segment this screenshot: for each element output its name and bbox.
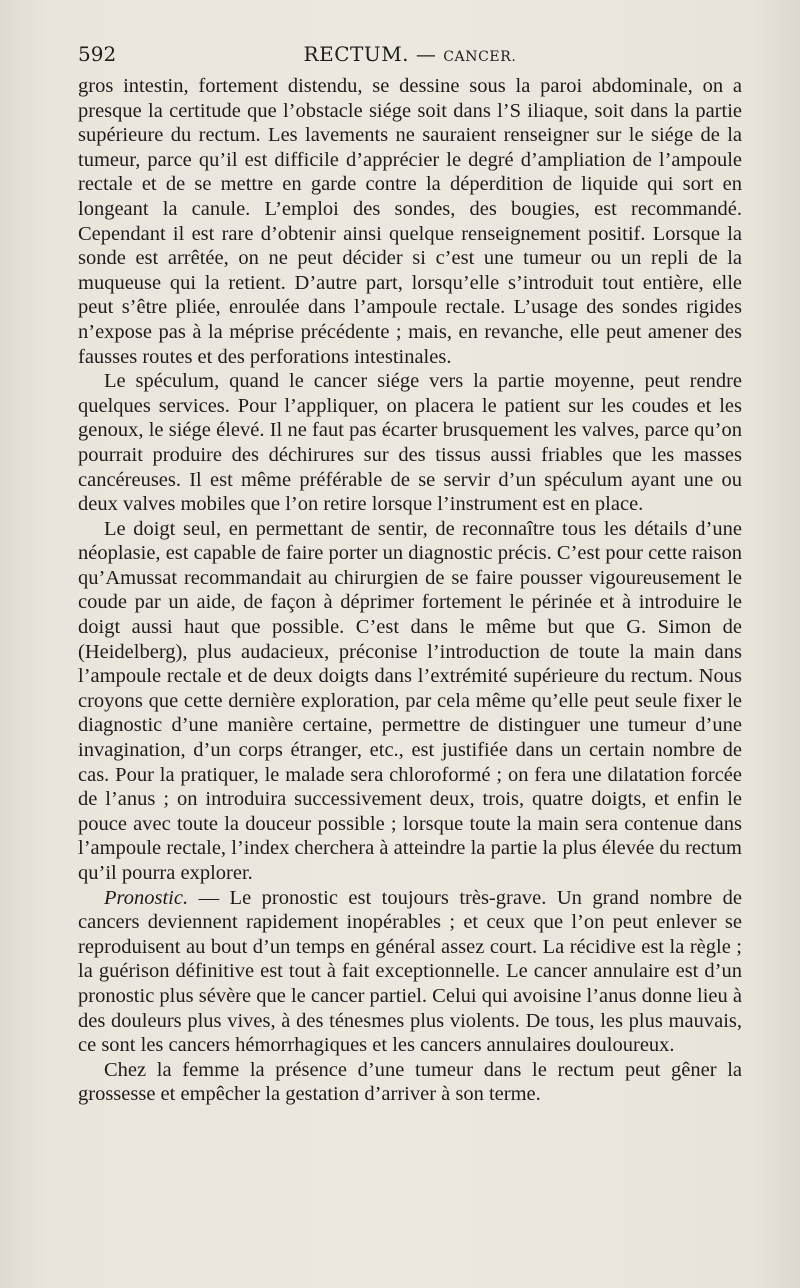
- running-title-subtitle: CANCER.: [443, 49, 517, 65]
- body-text: [78, 74, 742, 1107]
- paragraph-prognosis: [78, 886, 742, 1058]
- page-number: 592: [78, 42, 117, 66]
- running-title: [78, 42, 742, 66]
- section-label-prognosis: Pronostic.: [104, 886, 189, 909]
- paragraph-speculum: Le spéculum, quand le cancer siége vers la partie moyenne, peut rendre quelques services. Pour l’appliquer, on placera le patient sur les coudes et les genoux, le siége élevé. Il ne faut pas écarter brusquement les valves, parce qu’on pourrait produire des déchirures sur des tissus aussi friables que les masses cancéreuses. Il est même préférable de se servir d’un spéculum ayant une ou deux valves mobiles que l’on retire lorsque l’instrument est en place.: [78, 370, 742, 516]
- running-title-separator: —: [409, 42, 444, 66]
- paragraph-pregnancy: Chez la femme la présence d’une tumeur dans le rectum peut gêner la grossesse et empêcher la gestation d’arriver à son terme.: [78, 1058, 742, 1106]
- paragraph-continuation: gros intestin, fortement distendu, se dessine sous la paroi abdominale, on a presque la certitude que l’obstacle siége soit dans l’S iliaque, soit dans la partie supérieure du rectum. Les lavements ne sauraient renseigner sur le siége de la tumeur, parce qu’il est difficile d’apprécier le degré d’ampliation de l’ampoule rectale et de se mettre en garde contre la déperdition de liquide qui sort en longeant la canule. L’emploi des sondes, des bougies, est recommandé. Cependant il est rare d’obtenir ainsi quelque renseignement positif. Lorsque la sonde est arrêtée, on ne peut décider si c’est une tumeur ou un repli de la muqueuse qui la retient. D’autre part, lorsqu’elle s’introduit tout entière, elle peut s’être pliée, enroulée dans l’ampoule rectale. L’usage des sondes rigides n’expose pas à la méprise précédente ; mais, en revanche, elle peut amener des fausses routes et des perforations intestinales.: [78, 75, 742, 368]
- paragraph-digital-exam: Le doigt seul, en permettant de sentir, de reconnaître tous les détails d’une néoplasie, est capable de faire porter un diagnostic précis. C’est pour cette raison qu’Amussat recommandait au chirurgien de se faire pousser vigoureusement le coude par un aide, de façon à déprimer fortement le périnée et à introduire le doigt aussi haut que possible. C’est dans le même but que G. Simon de (Heidelberg), plus audacieux, préconise l’introduction de toute la main dans l’ampoule rectale et de deux doigts dans l’extrémité supérieure du rectum. Nous croyons que cette dernière exploration, par cela même qu’elle peut seule fixer le diagnostic d’une manière certaine, permettre de distinguer une tumeur d’une invagination, d’un corps étranger, etc., est justifiée dans un certain nombre de cas. Pour la pratiquer, le malade sera chloroformé ; on fera une dilatation forcée de l’anus ; on introduira successivement deux, trois, quatre doigts, et enfin le pouce avec toute la douceur possible ; lorsque toute la main sera contenue dans l’ampoule rectale, l’index cherchera à atteindre la partie la plus élevée du rectum qu’il pourra explorer.: [78, 517, 742, 884]
- paragraph-prognosis-text: — Le pronostic est toujours très-grave. Un grand nombre de cancers deviennent rapidement inopérables ; et ceux que l’on peut enlever se reproduisent au bout d’un temps en général assez court. La récidive est la règle ; la guérison définitive est tout à fait exceptionnelle. Le cancer annulaire est d’un pronostic plus sévère que le cancer partiel. Celui qui avoisine l’anus donne lieu à des douleurs plus vives, à des ténesmes plus violents. De tous, les plus mauvais, ce sont les cancers hémorrhagiques et les cancers annulaires douloureux.: [78, 886, 742, 1057]
- running-title-main: RECTUM.: [303, 42, 410, 66]
- running-head: [78, 42, 742, 70]
